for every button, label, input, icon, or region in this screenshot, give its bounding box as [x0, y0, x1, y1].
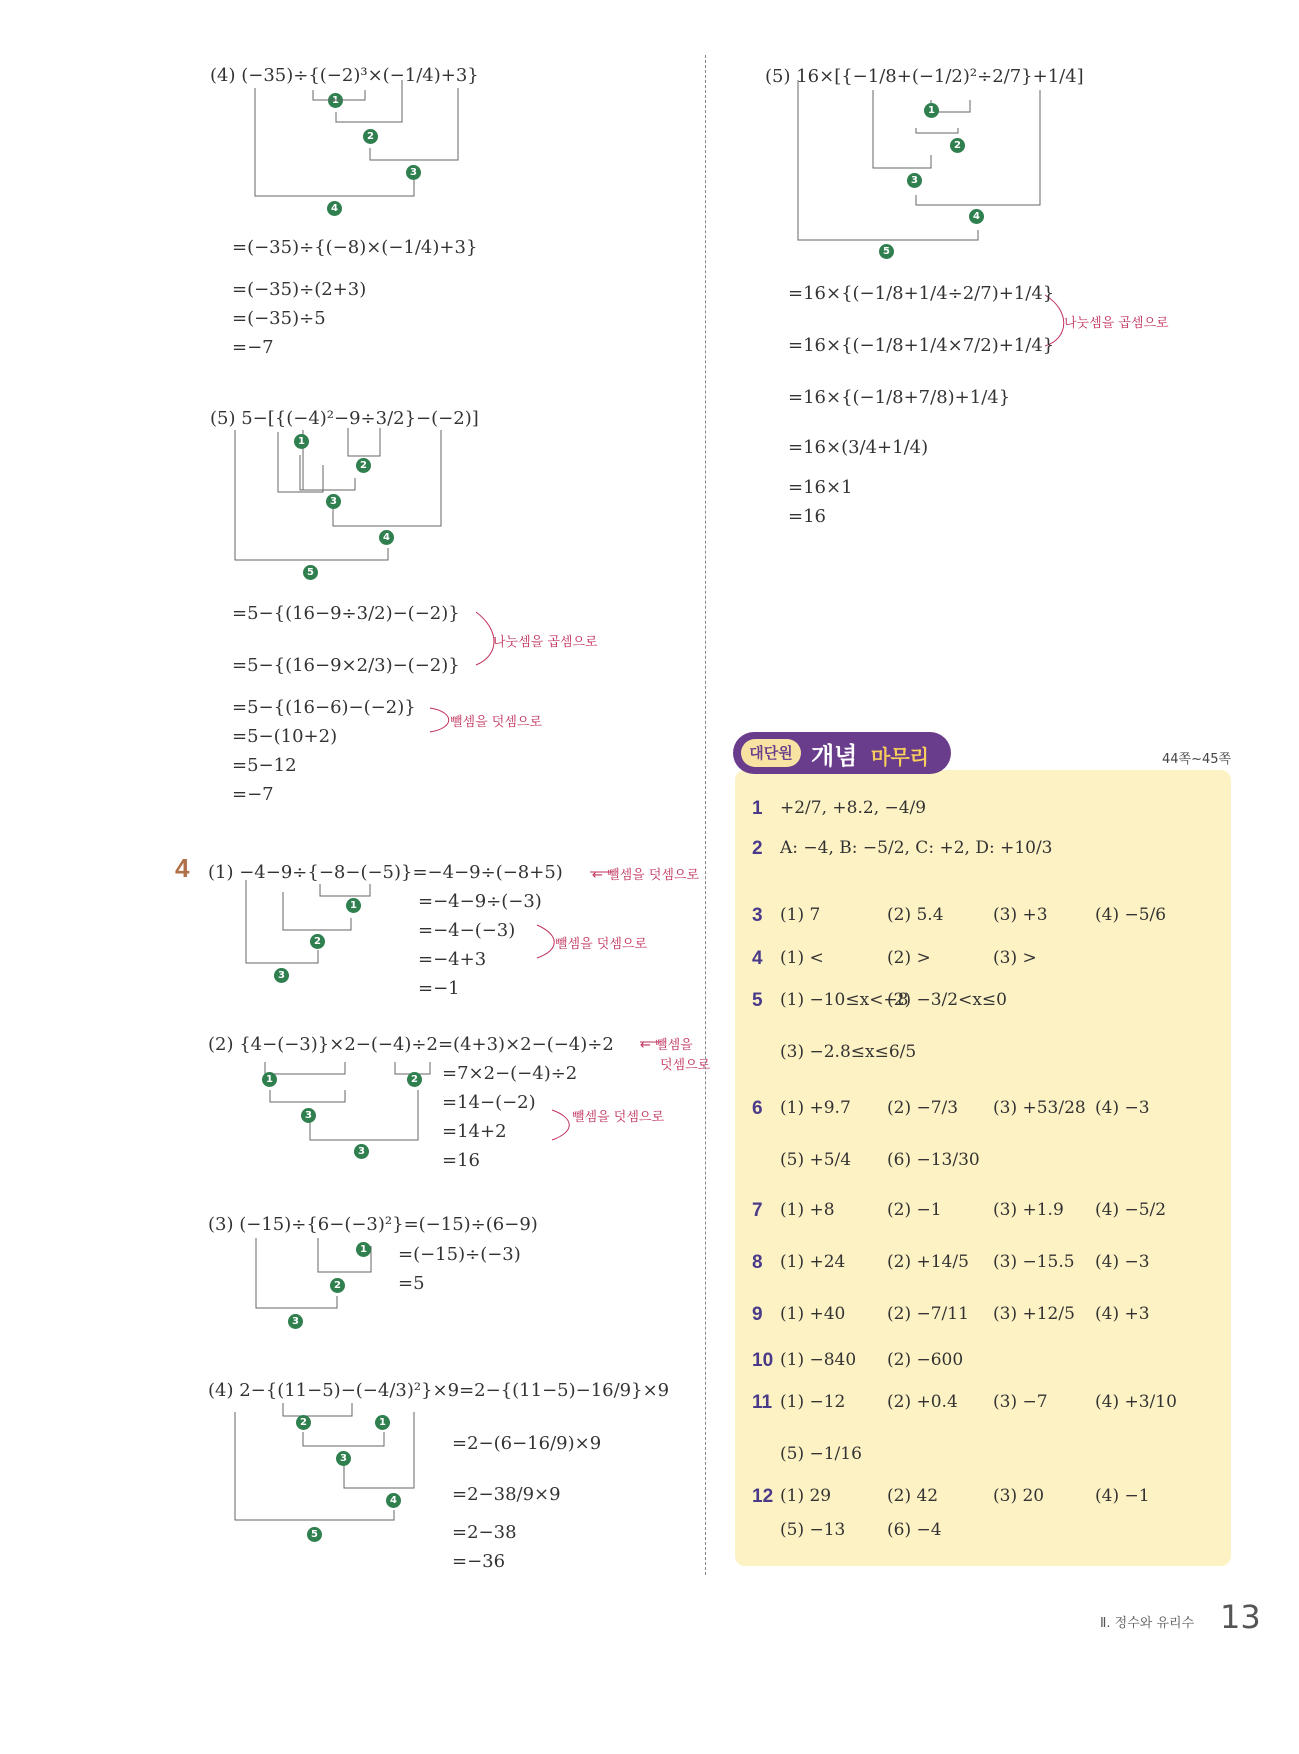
answer-cell: A: −4, B: −5/2, C: +2, D: +10/3	[780, 838, 1053, 858]
problem-4: (4) (−35)÷{(−2)³×(−1/4)+3}	[210, 65, 479, 86]
step-line: =14+2	[442, 1121, 507, 1142]
step-line: =7×2−(−4)÷2	[442, 1063, 578, 1084]
step-line: =5−12	[232, 755, 297, 776]
answer-cell: (5) −1/16	[780, 1444, 862, 1464]
chapter-label: Ⅱ. 정수와 유리수	[1100, 1616, 1195, 1631]
annotation: 덧셈으로	[660, 1058, 711, 1073]
step-line: =(−35)÷{(−8)×(−1/4)+3}	[232, 237, 478, 258]
step-4: 4	[327, 201, 342, 216]
problem-4-1: (1) −4−9÷{−8−(−5)}=−4−9÷(−8+5)	[208, 862, 563, 883]
step-5: 5	[303, 565, 318, 580]
answer-number: 5	[752, 990, 763, 1011]
step-1: 1	[328, 93, 343, 108]
step-5: 5	[879, 244, 894, 259]
answer-cell: (4) −3	[1095, 1252, 1150, 1272]
answer-cell: (2) −7/11	[887, 1304, 969, 1324]
answer-cell: (1) −12	[780, 1392, 846, 1412]
answer-number: 6	[752, 1098, 763, 1119]
answer-cell: (2) −1	[887, 1200, 942, 1220]
step-line: =16×{(−1/8+7/8)+1/4}	[788, 387, 1011, 408]
step-line: =−4−9÷(−3)	[418, 891, 542, 912]
step-line: =2−(6−16/9)×9	[452, 1433, 602, 1454]
step-line: =14−(−2)	[442, 1092, 536, 1113]
answer-number: 3	[752, 905, 763, 926]
step-line: =(−35)÷5	[232, 308, 326, 329]
step-1: 1	[924, 103, 939, 118]
step-line: =16×{(−1/8+1/4×7/2)+1/4}	[788, 335, 1055, 356]
answer-cell: (2) 42	[887, 1486, 939, 1506]
step-line: =16	[442, 1150, 480, 1171]
answer-cell: (3) −7	[993, 1392, 1048, 1412]
annotation: 나눗셈을 곱셈으로	[493, 635, 598, 650]
step-line: =5	[398, 1273, 425, 1294]
step-line: =−4−(−3)	[418, 920, 516, 941]
problem-5-right: (5) 16×[{−1/8+(−1/2)²÷2/7}+1/4]	[765, 66, 1084, 87]
step-2: 2	[296, 1415, 311, 1430]
step-1: 1	[262, 1072, 277, 1087]
step-3: 3	[326, 494, 341, 509]
step-2: 2	[330, 1278, 345, 1293]
step-2: 2	[407, 1072, 422, 1087]
answer-cell: (1) −840	[780, 1350, 857, 1370]
step-3: 3	[301, 1108, 316, 1123]
answer-cell: (2) >	[887, 948, 931, 968]
answer-cell: (3) +1.9	[993, 1200, 1064, 1220]
page-range: 44쪽~45쪽	[1162, 752, 1232, 767]
step-line: =5−{(16−6)−(−2)}	[232, 697, 416, 718]
step-3: 3	[288, 1314, 303, 1329]
answer-cell: (3) 20	[993, 1486, 1045, 1506]
answer-cell: (1) <	[780, 948, 824, 968]
step-line: =−7	[232, 337, 274, 358]
step-1: 1	[375, 1415, 390, 1430]
answer-number: 10	[752, 1350, 774, 1371]
step-4: 4	[969, 209, 984, 224]
answer-cell: (2) −3/2<x≤0	[887, 990, 1007, 1010]
page-number: 13	[1220, 1598, 1261, 1636]
step-1: 1	[294, 434, 309, 449]
answer-cell: (1) 29	[780, 1486, 832, 1506]
step-3: 3	[406, 165, 421, 180]
answer-number: 9	[752, 1304, 763, 1325]
step-line: =(−15)÷(−3)	[398, 1244, 521, 1265]
answer-number: 12	[752, 1486, 774, 1507]
answer-cell: (2) 5.4	[887, 905, 944, 925]
step-line: =16×1	[788, 477, 853, 498]
column-divider	[705, 55, 706, 1575]
answer-cell: (3) >	[993, 948, 1037, 968]
review-header	[733, 732, 951, 774]
answer-cell: (1) 7	[780, 905, 821, 925]
answer-cell: (2) +14/5	[887, 1252, 969, 1272]
answer-cell: (5) +5/4	[780, 1150, 852, 1170]
answer-cell: (1) +40	[780, 1304, 846, 1324]
review-badge: 대단원	[741, 739, 801, 767]
answer-cell: (4) −5/2	[1095, 1200, 1167, 1220]
step-1: 1	[356, 1242, 371, 1257]
step-1: 1	[346, 898, 361, 913]
step-4: 4	[386, 1493, 401, 1508]
answer-cell: (4) −3	[1095, 1098, 1150, 1118]
problem-4-2: (2) {4−(−3)}×2−(−4)÷2=(4+3)×2−(−4)÷2	[208, 1034, 614, 1055]
step-line: =16	[788, 506, 826, 527]
answer-cell: (3) +3	[993, 905, 1048, 925]
answer-cell: (2) −7/3	[887, 1098, 959, 1118]
answer-cell: (4) +3	[1095, 1304, 1150, 1324]
question-number: 4	[175, 853, 190, 883]
step-2: 2	[310, 934, 325, 949]
step-line: =−7	[232, 784, 274, 805]
answer-cell: (4) +3/10	[1095, 1392, 1177, 1412]
step-line: =−1	[418, 978, 460, 999]
review-title-b: 마무리	[871, 745, 929, 769]
problem-4-4: (4) 2−{(11−5)−(−4/3)²}×9=2−{(11−5)−16/9}×9	[208, 1380, 670, 1401]
answer-number: 2	[752, 838, 763, 859]
answer-cell: (4) −1	[1095, 1486, 1150, 1506]
answer-number: 8	[752, 1252, 763, 1273]
step-line: =2−38	[452, 1522, 517, 1543]
answer-number: 1	[752, 798, 763, 819]
annotation: ← 뺄셈을	[640, 1038, 693, 1053]
annotation: 뺄셈을 덧셈으로	[555, 937, 648, 952]
step-2: 2	[356, 458, 371, 473]
answer-cell: (2) −600	[887, 1350, 964, 1370]
step-3: 3	[907, 173, 922, 188]
step-2: 2	[363, 129, 378, 144]
review-title-a: 개념	[811, 742, 858, 770]
step-3: 3	[274, 968, 289, 983]
answer-cell: (3) +53/28	[993, 1098, 1086, 1118]
step-line: =5−(10+2)	[232, 726, 338, 747]
step-line: =16×{(−1/8+1/4÷2/7)+1/4}	[788, 283, 1055, 304]
step-line: =(−35)÷(2+3)	[232, 279, 367, 300]
answer-cell: (3) +12/5	[993, 1304, 1075, 1324]
step-line: =16×(3/4+1/4)	[788, 437, 929, 458]
answer-cell: +2/7, +8.2, −4/9	[780, 798, 927, 818]
answer-cell: (1) +9.7	[780, 1098, 851, 1118]
answer-cell: (3) −2.8≤x≤6/5	[780, 1042, 917, 1062]
step-line: =2−38/9×9	[452, 1484, 561, 1505]
answer-cell: (5) −13	[780, 1520, 846, 1540]
step-line: =−4+3	[418, 949, 487, 970]
step-3: 3	[336, 1451, 351, 1466]
step-line: =−36	[452, 1551, 506, 1572]
step-2: 2	[950, 138, 965, 153]
answer-cell: (1) −10≤x<−8	[780, 990, 909, 1010]
step-4: 3	[354, 1144, 369, 1159]
annotation: 뺄셈을 덧셈으로	[572, 1110, 665, 1125]
answer-number: 4	[752, 948, 763, 969]
step-5: 5	[307, 1527, 322, 1542]
answer-cell: (3) −15.5	[993, 1252, 1075, 1272]
step-4: 4	[379, 530, 394, 545]
answer-number: 11	[752, 1392, 773, 1413]
answer-cell: (6) −4	[887, 1520, 942, 1540]
answer-cell: (6) −13/30	[887, 1150, 980, 1170]
problem-5: (5) 5−[{(−4)²−9÷3/2}−(−2)]	[210, 408, 479, 429]
annotation: ← 뺄셈을 덧셈으로	[592, 868, 700, 883]
answer-cell: (4) −5/6	[1095, 905, 1167, 925]
answer-cell: (1) +24	[780, 1252, 846, 1272]
step-line: =5−{(16−9÷3/2)−(−2)}	[232, 603, 460, 624]
answer-cell: (1) +8	[780, 1200, 835, 1220]
problem-4-3: (3) (−15)÷{6−(−3)²}=(−15)÷(6−9)	[208, 1214, 538, 1235]
annotation: 나눗셈을 곱셈으로	[1064, 316, 1169, 331]
annotation: 뺄셈을 덧셈으로	[450, 715, 543, 730]
step-line: =5−{(16−9×2/3)−(−2)}	[232, 655, 460, 676]
answer-cell: (2) +0.4	[887, 1392, 958, 1412]
answer-number: 7	[752, 1200, 763, 1221]
